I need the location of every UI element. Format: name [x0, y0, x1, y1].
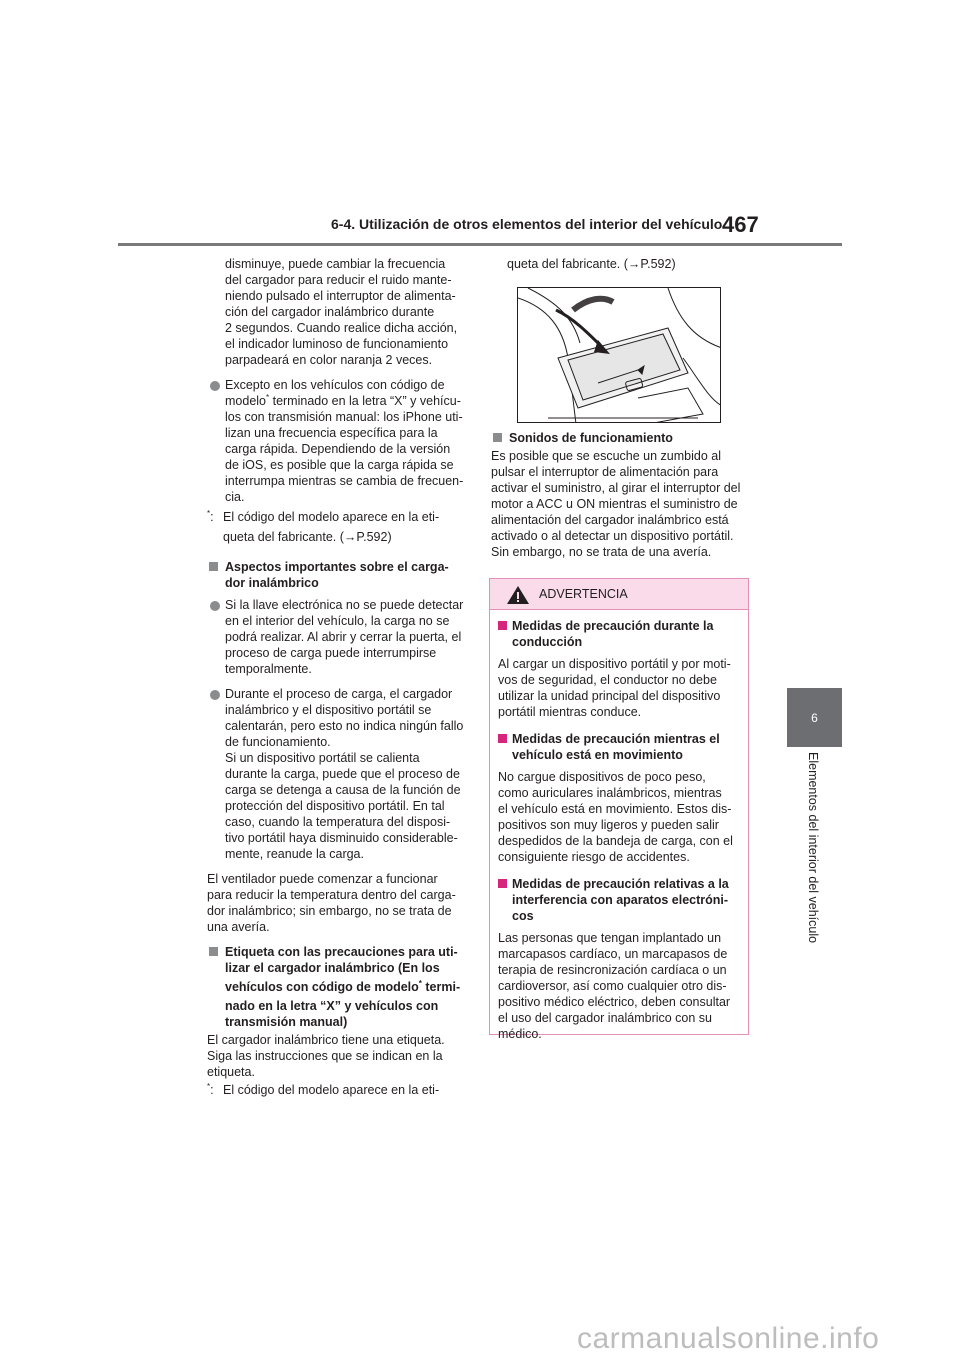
- right-column: [491, 430, 753, 560]
- paragraph-label: El cargador inalámbrico tiene una etiqueta. Siga las instrucciones que se indican en la etiqueta.: [207, 1033, 445, 1079]
- heading-precaution-label: Etiqueta con las precauciones para uti- lizar el cargador inalámbrico (En los vehículos con código de modelo* termi- nado en la letra “X” y vehículos con transmisión manual): [207, 944, 469, 1030]
- page-number: 467: [722, 212, 759, 237]
- bullet-charging-heat: Durante el proceso de carga, el cargador inalámbrico y el dispositivo portátil se calentarán, pero esto no indica ningún fallo de funcionamiento. Si un dispositivo portátil se calienta durante la carga, puede que el proceso de carga se detenga a causa de la función de protección del dispositivo portátil. En tal caso, cuando la temperatura del disposi- tivo portátil haya disminuido considerable- mente, reanude la carga.: [207, 686, 469, 862]
- left-column: [207, 256, 469, 1098]
- warning-header: [490, 579, 748, 610]
- warning-triangle-icon: [506, 585, 530, 605]
- charger-illustration: [517, 287, 721, 423]
- footnote-model-code: *: El código del modelo aparece en la eti- queta del fabricante. (→P.592): [207, 508, 440, 544]
- warning-title: ADVERTENCIA: [539, 587, 628, 601]
- intro-paragraph: disminuye, puede cambiar la frecuencia del cargador para reducir el ruido mante- niendo pulsado el interruptor de alimenta- ción del cargador inalámbrico durante 2 segundos. Cuando realice dicha acción, el indicador luminoso de funcionamiento parpadeará en color naranja 2 veces.: [225, 257, 458, 367]
- warning-heading-interference: Medidas de precaución relativas a la interferencia con aparatos electróni- cos: [498, 876, 740, 924]
- footnote-model-code-2: *: El código del modelo aparece en la eti-: [207, 1081, 440, 1097]
- header-rule: [118, 243, 842, 246]
- bullet-iphone-frequency: Excepto en los vehículos con código de modelo* terminado en la letra “X” y vehícu- los con transmisión manual: los iPhone uti- lizan una frecuencia específica para la carga rápida. Dependiendo de la versión de iOS, es posible que la carga rápida se interrumpa mientras se cambia de frecuen- cia.: [207, 377, 469, 505]
- warning-body: [490, 610, 748, 1042]
- warning-heading-driving: Medidas de precaución durante la conducción: [498, 618, 740, 650]
- continuation-text: queta del fabricante. (→P.592): [507, 257, 676, 271]
- warning-text-interference: Las personas que tengan implantado un marcapasos cardíaco, un marcapasos de terapia de resincronización cardíaca o un cardioversor, así como cualquier otro dis- positivo médico eléctrico, deben consultar el uso del cargador inalámbrico con su médico.: [498, 931, 731, 1041]
- bullet-electronic-key: Si la llave electrónica no se puede detectar en el interior del vehículo, la carga no se podrá realizar. Al abrir y cerrar la puerta, el proceso de carga puede interrumpirse temporalmente.: [207, 597, 469, 677]
- warning-box: [489, 578, 749, 1041]
- chapter-title-vertical: [804, 752, 824, 992]
- paragraph-operation-sounds: Es posible que se escuche un zumbido al pulsar el interruptor de alimentación para activar el suministro, al girar el interruptor del motor a ACC u ON mientras el suministro de alimentación del cargador inalámbrico está activado o al detectar un dispositivo portátil. Sin embargo, no se trata de una avería.: [491, 449, 741, 559]
- warning-heading-moving: Medidas de precaución mientras el vehículo está en movimiento: [498, 731, 740, 763]
- right-column-continuation: [507, 256, 757, 272]
- section-title: 6-4. Utilización de otros elementos del interior del vehículo: [331, 216, 723, 232]
- watermark: carmanualsonline.info: [577, 1322, 880, 1355]
- warning-text-driving: Al cargar un dispositivo portátil y por moti- vos de seguridad, el conductor no debe utilizar la unidad principal del dispositivo portátil mientras conduce.: [498, 657, 731, 719]
- heading-operation-sounds: Sonidos de funcionamiento: [491, 430, 753, 446]
- chapter-number: 6: [811, 710, 818, 725]
- paragraph-fan: El ventilador puede comenzar a funcionar para reducir la temperatura dentro del carga- dor inalámbrico; sin embargo, no se trata de una avería.: [207, 872, 456, 934]
- chapter-title: Elementos del interior del vehículo: [806, 752, 820, 944]
- heading-important-aspects: Aspectos importantes sobre el carga- dor inalámbrico: [207, 559, 469, 591]
- wireless-charger-drawing: [518, 288, 721, 423]
- warning-text-moving: No cargue dispositivos de poco peso, como auriculares inalámbricos, mientras el vehículo está en movimiento. Estos dis- positivos son muy ligeros y pueden salir despedidos de la bandeja de carga, con el consiguiente riesgo de accidentes.: [498, 770, 733, 864]
- chapter-tab: [787, 688, 842, 747]
